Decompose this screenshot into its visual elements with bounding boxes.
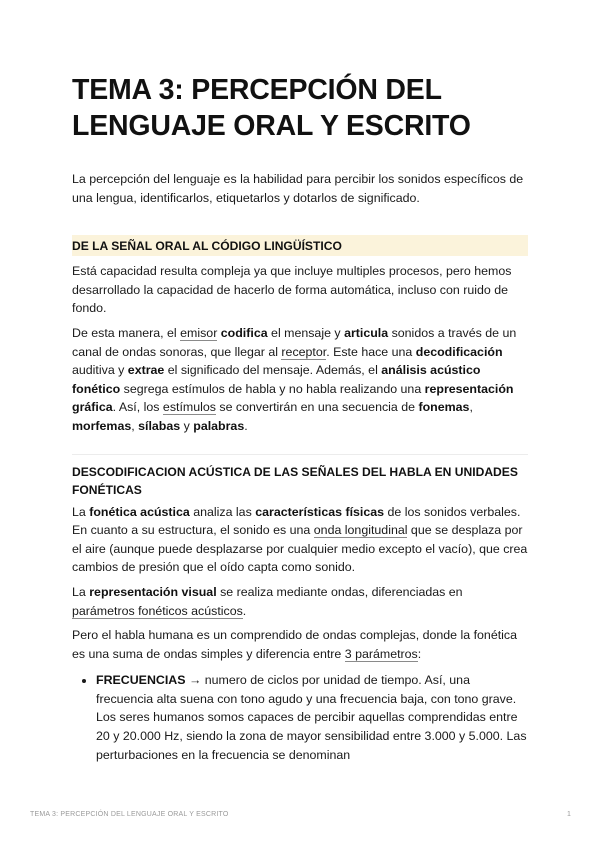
bold-analisis: análisis acústico fonético [72, 363, 481, 396]
section2-paragraph-3 [72, 626, 528, 663]
link-receptor[interactable]: receptor [281, 344, 327, 359]
text-run: sonidos a través de un canal de ondas sonoras, que llegar al [72, 325, 517, 359]
text-run: se realiza mediante ondas, diferenciadas en [216, 584, 463, 599]
section2-paragraph-1 [72, 503, 528, 577]
intro-paragraph: La percepción del lenguaje es la habilidad para percibir los sonidos específicos de una lengua, identificarlos, etiquetarlos y dotarlos de significado. [72, 172, 524, 205]
text-run: La [72, 504, 90, 519]
section1-paragraph-1: Está capacidad resulta compleja ya que incluye multiples procesos, pero hemos desarrollado la capacidad de hacerlo de forma automática, incluso con ruido de fondo. [72, 264, 512, 316]
section2-paragraph-2 [72, 583, 528, 620]
bold-fonemas: fonemas [418, 400, 470, 415]
text-run: Pero el habla humana es un comprendido de ondas complejas, donde la fonética es una suma de ondas simples y diferencia entre [72, 628, 517, 661]
parameters-list [72, 671, 528, 764]
bold-representacion-visual: representación visual [89, 584, 217, 599]
text-run: auditiva y [72, 363, 128, 378]
bold-codifica: codifica [220, 325, 268, 340]
text-run: que se desplaza por el aire (aunque puede desplazarse por cualquier medio excepto el vacío), que crea cambios de presión que el oído capta como sonido. [72, 523, 528, 575]
text-run: : [417, 646, 422, 661]
link-parametros[interactable]: parámetros fonéticos acústicos [72, 603, 243, 618]
link-estimulos[interactable]: estímulos [162, 400, 216, 415]
link-emisor[interactable]: emisor [180, 325, 218, 340]
page-number: 1 [567, 811, 571, 818]
list-item-frecuencias [96, 671, 528, 764]
bold-decodificacion: decodificación [415, 344, 503, 359]
page-footer: TEMA 3: PERCEPCIÓN DEL LENGUAJE ORAL Y ESCRITO [30, 811, 229, 818]
bold-caracteristicas: características físicas [255, 504, 385, 519]
section-heading-senal-oral: DE LA SEÑAL ORAL AL CÓDIGO LINGÜÍSTICO [72, 235, 528, 256]
page-title: TEMA 3: PERCEPCIÓN DEL LENGUAJE ORAL Y ESCRITO [72, 74, 471, 142]
bold-morfemas: morfemas [72, 418, 132, 433]
bold-fonetica-acustica: fonética acústica [89, 504, 190, 519]
text-run: . Así, los [112, 400, 163, 415]
link-onda-longitudinal[interactable]: onda longitudinal [313, 523, 408, 538]
bold-silabas: sílabas [138, 418, 181, 433]
text-run: de los sonidos verbales. En cuanto a su estructura, el sonido es una [72, 504, 521, 538]
page-content [72, 72, 528, 764]
bold-frecuencias: FRECUENCIAS [96, 673, 186, 688]
text-run: , [469, 400, 473, 415]
bold-representacion: representación gráfica [72, 381, 514, 415]
section-divider [72, 454, 528, 455]
bold-articula: articula [344, 325, 389, 340]
text-run: La [72, 584, 90, 599]
text-run: , [131, 418, 139, 433]
section1-paragraph-2 [72, 324, 528, 436]
text-run: → numero de ciclos por unidad de tiempo. Así, una frecuencia alta suena con tono agudo y una frecuencia baja, con tono grave. Los seres humanos somos capaces de percibir aquellas comprendidas entre 20 y 20.000 Hz, siendo la zona de mayor sensibilidad entre 3.000 y 5.000. Las perturbaciones en la frecuencia se denominan [96, 673, 527, 762]
link-3-parametros[interactable]: 3 parámetros [344, 646, 418, 661]
bold-palabras: palabras [193, 418, 245, 433]
text-run: el mensaje y [267, 325, 345, 340]
text-run: . Este hace una [326, 344, 416, 359]
text-run: analiza las [189, 504, 256, 519]
text-run: el significado del mensaje. Además, el [164, 363, 382, 378]
text-run: . [244, 418, 248, 433]
text-run: se convertirán en una secuencia de [215, 400, 419, 415]
text-run: y [180, 418, 194, 433]
text-run: De esta manera, el [72, 325, 181, 340]
section-heading-descodificacion: DESCODIFICACION ACÚSTICA DE LAS SEÑALES DEL HABLA EN UNIDADES FONÉTICAS [72, 464, 518, 497]
text-run: segrega estímulos de habla y no habla realizando una [120, 381, 425, 396]
bold-extrae: extrae [127, 363, 165, 378]
text-run: . [242, 603, 247, 618]
